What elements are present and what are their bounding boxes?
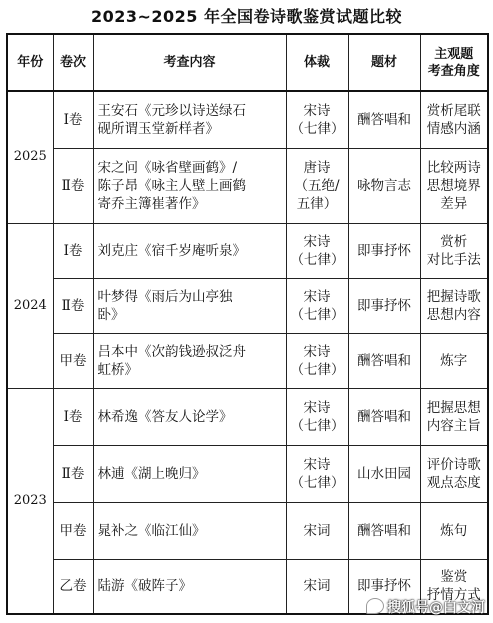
angle-cell: 赏析尾联 情感内涵 — [420, 91, 488, 148]
theme-cell: 即事抒怀 — [348, 278, 420, 333]
genre-cell: 宋诗 （七律） — [286, 91, 348, 148]
comparison-table — [6, 33, 489, 615]
header-year: 年份 — [7, 34, 53, 91]
theme-cell: 咏物言志 — [348, 148, 420, 223]
angle-cell: 比较两诗 思想境界 差异 — [420, 148, 488, 223]
content-cell: 林逋《湖上晚归》 — [93, 445, 286, 502]
paper-cell: 甲卷 — [53, 333, 93, 388]
theme-cell: 山水田园 — [348, 445, 420, 502]
paper-cell: Ⅰ卷 — [53, 91, 93, 148]
table-row — [7, 223, 488, 278]
header-content: 考查内容 — [93, 34, 286, 91]
year-cell: 2024 — [7, 223, 53, 388]
table-row — [7, 502, 488, 559]
header-angle: 主观题 考查角度 — [420, 34, 488, 91]
table-row — [7, 445, 488, 502]
theme-cell: 酬答唱和 — [348, 91, 420, 148]
paper-cell: Ⅰ卷 — [53, 388, 93, 445]
table-row — [7, 388, 488, 445]
genre-cell: 宋词 — [286, 502, 348, 559]
content-cell: 叶梦得《雨后为山亭独 卧》 — [93, 278, 286, 333]
table-row — [7, 91, 488, 148]
paper-cell: Ⅱ卷 — [53, 278, 93, 333]
table-row — [7, 148, 488, 223]
paper-cell: 乙卷 — [53, 559, 93, 614]
paper-cell: 甲卷 — [53, 502, 93, 559]
content-cell: 王安石《元珍以诗送绿石 砚所谓玉堂新样者》 — [93, 91, 286, 148]
genre-cell: 宋诗 （七律） — [286, 333, 348, 388]
content-cell: 晁补之《临江仙》 — [93, 502, 286, 559]
genre-cell: 唐诗 （五绝/ 五律） — [286, 148, 348, 223]
genre-cell: 宋诗 （七律） — [286, 445, 348, 502]
angle-cell: 把握思想 内容主旨 — [420, 388, 488, 445]
paper-cell: Ⅱ卷 — [53, 445, 93, 502]
genre-cell: 宋诗 （七律） — [286, 278, 348, 333]
angle-cell: 鉴赏 抒情方式 — [420, 559, 488, 614]
genre-cell: 宋诗 （七律） — [286, 223, 348, 278]
year-cell: 2023 — [7, 388, 53, 614]
paper-cell: Ⅰ卷 — [53, 223, 93, 278]
content-cell: 林希逸《答友人论学》 — [93, 388, 286, 445]
genre-cell: 宋词 — [286, 559, 348, 614]
genre-cell: 宋诗 （七律） — [286, 388, 348, 445]
angle-cell: 炼字 — [420, 333, 488, 388]
source-watermark — [366, 597, 485, 617]
paper-cell: Ⅱ卷 — [53, 148, 93, 223]
angle-cell: 炼句 — [420, 502, 488, 559]
content-cell: 吕本中《次韵钱逊叔泛舟 虹桥》 — [93, 333, 286, 388]
theme-cell: 酬答唱和 — [348, 333, 420, 388]
content-cell: 陆游《破阵子》 — [93, 559, 286, 614]
chat-bubble-icon — [366, 598, 384, 614]
theme-cell: 即事抒怀 — [348, 223, 420, 278]
content-cell: 宋之问《咏省壁画鹤》/ 陈子昂《咏主人壁上画鹤 寄乔主簿崔著作》 — [93, 148, 286, 223]
year-cell: 2025 — [7, 91, 53, 223]
angle-cell: 评价诗歌 观点态度 — [420, 445, 488, 502]
table-row — [7, 333, 488, 388]
header-paper: 卷次 — [53, 34, 93, 91]
theme-cell: 酬答唱和 — [348, 388, 420, 445]
table-row — [7, 278, 488, 333]
page-title: 2023~2025 年全国卷诗歌鉴赏试题比较 — [90, 7, 403, 26]
content-cell: 刘克庄《宿千岁庵听泉》 — [93, 223, 286, 278]
watermark-text: 搜狐号@白文河 — [387, 600, 485, 616]
theme-cell: 酬答唱和 — [348, 502, 420, 559]
header-theme: 题材 — [348, 34, 420, 91]
angle-cell: 把握诗歌 思想内容 — [420, 278, 488, 333]
angle-cell: 赏析 对比手法 — [420, 223, 488, 278]
theme-cell: 即事抒怀 — [348, 559, 420, 614]
header-genre: 体裁 — [286, 34, 348, 91]
